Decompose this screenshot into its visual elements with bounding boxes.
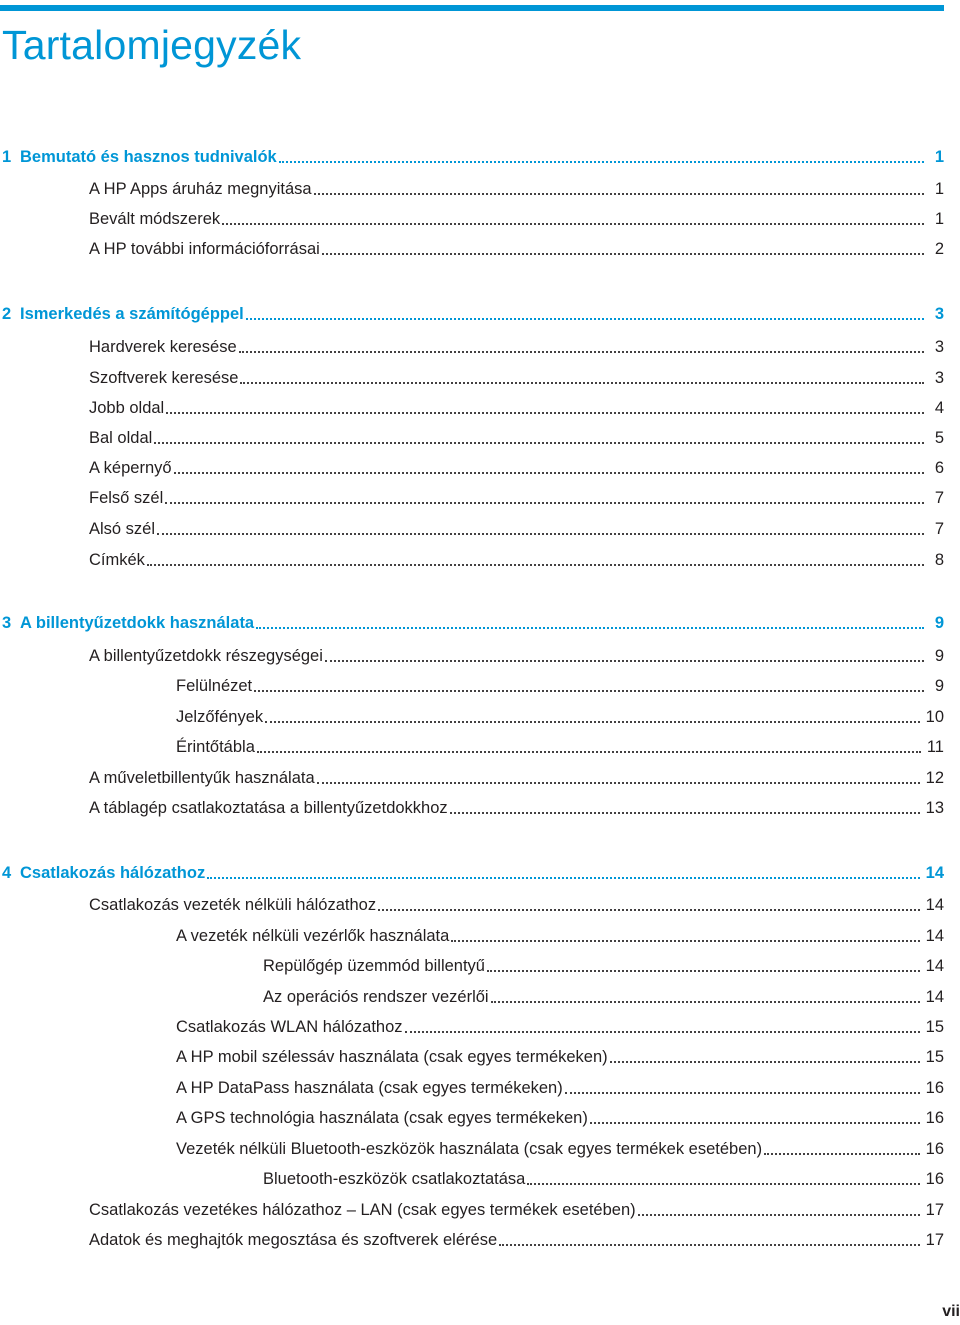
- toc-entry-label: Csatlakozás vezetékes hálózathoz – LAN (csak egyes termékek esetében): [89, 1201, 636, 1219]
- toc-entry[interactable]: [0, 546, 944, 570]
- toc-entry-page: 3: [934, 305, 944, 323]
- toc-entry-page: 14: [925, 957, 944, 975]
- toc-entry[interactable]: [0, 394, 944, 418]
- toc-entry-label: A billentyűzetdokk használata: [20, 614, 255, 632]
- dot-leader: [165, 498, 924, 504]
- toc-entry[interactable]: [0, 642, 944, 666]
- dot-leader: [157, 529, 924, 535]
- dot-leader: [638, 1210, 920, 1216]
- dot-leader: [590, 1118, 920, 1124]
- toc-entry-label: Bal oldal: [89, 429, 153, 447]
- toc-entry-label: A billentyűzetdokk részegységei: [89, 647, 323, 665]
- toc-entry-label: A GPS technológia használata (csak egyes termékeken): [176, 1109, 588, 1127]
- dot-leader: [239, 347, 924, 353]
- toc-entry-page: 7: [934, 489, 944, 507]
- toc-entry[interactable]: [0, 952, 944, 976]
- toc-entry[interactable]: [0, 983, 944, 1007]
- toc-entry-label: Hardverek keresése: [89, 338, 237, 356]
- dot-leader: [451, 936, 919, 942]
- dot-leader: [378, 905, 920, 911]
- dot-leader: [499, 1240, 920, 1246]
- toc-entry-label: Csatlakozás WLAN hálózathoz: [176, 1018, 403, 1036]
- toc-entry-page: 4: [934, 399, 944, 417]
- dot-leader: [265, 717, 920, 723]
- toc-entry-page: 14: [925, 896, 944, 914]
- toc-entry-page: 16: [925, 1170, 944, 1188]
- toc-entry[interactable]: [0, 922, 944, 946]
- toc-entry-label: A műveletbillentyűk használata: [89, 769, 315, 787]
- toc-entry-page: 3: [934, 338, 944, 356]
- dot-leader: [405, 1027, 920, 1033]
- toc-entry-page: 6: [934, 459, 944, 477]
- toc-entry-label: Felülnézet: [176, 677, 253, 695]
- toc-entry[interactable]: [0, 235, 944, 259]
- toc-entry-page: 15: [925, 1018, 944, 1036]
- toc-entry-label: Bluetooth-eszközök csatlakoztatása: [263, 1170, 526, 1188]
- dot-leader: [325, 656, 924, 662]
- toc-entry[interactable]: [0, 424, 944, 448]
- toc-entry-label: A HP Apps áruház megnyitása: [89, 180, 312, 198]
- toc-entry[interactable]: [0, 333, 944, 357]
- toc-entry[interactable]: [0, 364, 944, 388]
- toc-entry-label: Jobb oldal: [89, 399, 165, 417]
- toc-entry-page: 9: [934, 677, 944, 695]
- toc-entry-label: Csatlakozás hálózathoz: [20, 864, 206, 882]
- dot-leader: [279, 157, 924, 163]
- toc-entry[interactable]: [0, 733, 944, 757]
- dot-leader: [257, 747, 921, 753]
- toc-entry[interactable]: [0, 891, 944, 915]
- dot-leader: [256, 623, 924, 629]
- toc-entry[interactable]: [0, 1196, 944, 1220]
- toc-entry-label: A HP további információforrásai: [89, 240, 320, 258]
- toc-entry-label: Az operációs rendszer vezérlői: [263, 988, 489, 1006]
- toc-entry-label: Felső szél: [89, 489, 164, 507]
- dot-leader: [610, 1057, 920, 1063]
- toc-entry-label: Szoftverek keresése: [89, 369, 239, 387]
- toc-entry-label: Repülőgép üzemmód billentyű: [263, 957, 485, 975]
- toc-entry-label: Csatlakozás vezeték nélküli hálózathoz: [89, 896, 377, 914]
- dot-leader: [246, 314, 924, 320]
- dot-leader: [314, 189, 924, 195]
- dot-leader: [322, 249, 924, 255]
- toc-entry[interactable]: [0, 1165, 944, 1189]
- toc-entry[interactable]: [0, 703, 944, 727]
- toc-entry-label: A HP DataPass használata (csak egyes termékeken): [176, 1079, 563, 1097]
- toc-entry-label: Bemutató és hasznos tudnivalók: [20, 148, 277, 166]
- toc-entry-page: 14: [925, 988, 944, 1006]
- toc-entry-page: 14: [925, 864, 944, 882]
- toc-chapter-entry[interactable]: [0, 143, 944, 167]
- toc-entry[interactable]: [0, 205, 944, 229]
- dot-leader: [565, 1088, 920, 1094]
- toc-entry-page: 16: [925, 1079, 944, 1097]
- toc-entry-page: 7: [934, 520, 944, 538]
- dot-leader: [174, 468, 924, 474]
- toc-entry-label: Jelzőfények: [176, 708, 264, 726]
- dot-leader: [166, 408, 924, 414]
- toc-entry-page: 11: [926, 738, 944, 756]
- toc-entry[interactable]: [0, 1074, 944, 1098]
- chapter-number: 3: [2, 614, 12, 632]
- toc-entry-page: 14: [925, 927, 944, 945]
- chapter-number: 4: [2, 864, 12, 882]
- dot-leader: [527, 1179, 919, 1185]
- toc-entry-label: A vezeték nélküli vezérlők használata: [176, 927, 450, 945]
- toc-entry-label: Ismerkedés a számítógéppel: [20, 305, 244, 323]
- toc-entry[interactable]: [0, 764, 944, 788]
- toc-entry[interactable]: [0, 515, 944, 539]
- toc-entry[interactable]: [0, 1013, 944, 1037]
- dot-leader: [450, 808, 920, 814]
- toc-entry-label: Vezeték nélküli Bluetooth-eszközök használata (csak egyes termékek esetében): [176, 1140, 763, 1158]
- toc-entry[interactable]: [0, 175, 944, 199]
- toc-entry-page: 10: [925, 708, 944, 726]
- toc-entry[interactable]: [0, 1104, 944, 1128]
- toc-chapter-entry[interactable]: [0, 300, 944, 324]
- toc-entry-page: 1: [934, 210, 944, 228]
- toc-entry[interactable]: [0, 1135, 944, 1159]
- dot-leader: [207, 873, 919, 879]
- toc-entry-page: 16: [925, 1140, 944, 1158]
- toc-entry-label: Érintőtábla: [176, 738, 255, 756]
- toc-entry-label: A képernyő: [89, 459, 172, 477]
- toc-entry-page: 17: [925, 1231, 944, 1249]
- toc-entry[interactable]: [0, 1043, 944, 1067]
- toc-entry-page: 12: [925, 769, 944, 787]
- page-number: vii: [942, 1303, 960, 1320]
- page-title: Tartalomjegyzék: [2, 22, 302, 68]
- chapter-number: 1: [2, 148, 12, 166]
- dot-leader: [317, 778, 920, 784]
- toc-entry-label: Adatok és meghajtók megosztása és szoftverek elérése: [89, 1231, 498, 1249]
- toc-entry-label: Bevált módszerek: [89, 210, 221, 228]
- toc-entry-page: 15: [925, 1048, 944, 1066]
- toc-entry-page: 5: [934, 429, 944, 447]
- toc-chapter-entry[interactable]: [0, 609, 944, 633]
- toc-entry-page: 17: [925, 1201, 944, 1219]
- toc-entry-page: 1: [934, 180, 944, 198]
- toc-entry-label: Alsó szél: [89, 520, 156, 538]
- toc-entry-page: 13: [925, 799, 944, 817]
- toc-entry[interactable]: [0, 1226, 944, 1250]
- toc-entry[interactable]: [0, 484, 944, 508]
- dot-leader: [491, 997, 920, 1003]
- toc-entry-label: A táblagép csatlakoztatása a billentyűzetdokkhoz: [89, 799, 448, 817]
- toc-entry[interactable]: [0, 794, 944, 818]
- toc-entry-page: 1: [934, 148, 944, 166]
- chapter-number: 2: [2, 305, 12, 323]
- toc-entry-page: 9: [934, 614, 944, 632]
- toc-entry[interactable]: [0, 672, 944, 696]
- toc-entry-page: 3: [934, 369, 944, 387]
- dot-leader: [154, 438, 924, 444]
- toc-entry-page: 16: [925, 1109, 944, 1127]
- dot-leader: [254, 686, 924, 692]
- toc-entry[interactable]: [0, 454, 944, 478]
- dot-leader: [222, 219, 924, 225]
- dot-leader: [240, 378, 924, 384]
- dot-leader: [147, 560, 924, 566]
- toc-entry-label: A HP mobil szélessáv használata (csak egyes termékeken): [176, 1048, 608, 1066]
- dot-leader: [764, 1149, 920, 1155]
- toc-entry-page: 9: [934, 647, 944, 665]
- toc-entry-label: Címkék: [89, 551, 145, 569]
- dot-leader: [487, 966, 920, 972]
- toc-chapter-entry[interactable]: [0, 859, 944, 883]
- toc-entry-page: 2: [934, 240, 944, 258]
- toc-entry-page: 8: [934, 551, 944, 569]
